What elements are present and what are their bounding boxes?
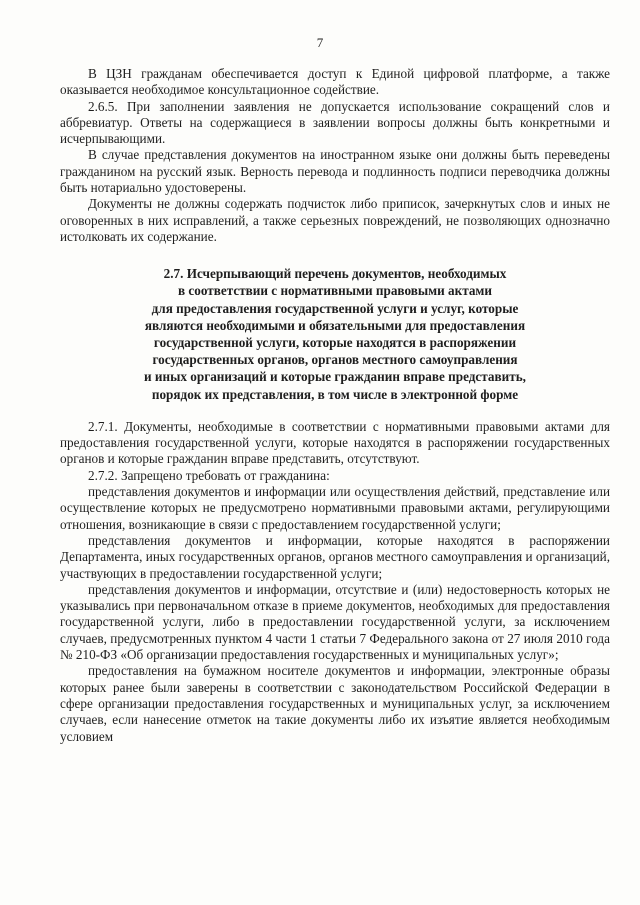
paragraph-2-6-5: 2.6.5. При заполнении заявления не допускается использование сокращений слов и аббревиатур. Ответы на содержащиеся в заявлении вопросы должны быть конкретными и исчерпывающими. bbox=[60, 98, 610, 147]
heading-line: порядок их представления, в том числе в электронной форме bbox=[151, 386, 519, 402]
heading-line: и иных организаций и которые гражданин вправе представить, bbox=[144, 369, 526, 385]
list-item-prohibition: представления документов и информации, отсутствие и (или) недостоверность которых не указывались при первоначальном отказе в приеме документов, необходимых для предоставления государственной услуги, либо в предоставлении государственной услуги, за исключением случаев, предусмотренных пунктом 4 части 1 статьи 7 Федерального закона от 27 июля 2010 года № 210-ФЗ «Об организации предоставления государственных и муниципальных услуг»; bbox=[60, 581, 610, 663]
paragraph-2-7-2: 2.7.2. Запрещено требовать от гражданина: bbox=[88, 467, 330, 483]
heading-line: 2.7. Исчерпывающий перечень документов, необходимых bbox=[163, 266, 507, 282]
document-body bbox=[60, 66, 610, 745]
paragraph-foreign-language: В случае представления документов на иностранном языке они должны быть переведены гражданином на русский язык. Верность перевода и подлинность подписи переводчика должны быть нотариально удостоверены. bbox=[60, 147, 610, 196]
heading-line: государственной услуги, которые находятся в распоряжении bbox=[153, 335, 517, 351]
heading-line: являются необходимыми и обязательными для предоставления bbox=[144, 317, 526, 333]
heading-line: для предоставления государственной услуги и услуг, которые bbox=[151, 300, 519, 316]
heading-line: в соответствии с нормативными правовыми актами bbox=[177, 283, 493, 299]
paragraph-cdc-access: В ЦЗН гражданам обеспечивается доступ к Единой цифровой платформе, а также оказывается необходимое консультационное содействие. bbox=[60, 66, 610, 98]
paragraph-2-7-1: 2.7.1. Документы, необходимые в соответствии с нормативными правовыми актами для предоставления государственной услуги, которые находятся в распоряжении государственных органов и которые гражданин вправе представить, отсутствуют. bbox=[60, 418, 610, 467]
list-item-prohibition: предоставления на бумажном носителе документов и информации, электронные образы которых ранее были заверены в соответствии с законодательством Российской Федерации в сфере организации предоставления государственных и муниципальных услуг, за исключением случаев, если нанесение отметок на такие документы либо их изъятие является необходимым условием bbox=[60, 663, 610, 744]
heading-line: государственных органов, органов местного самоуправления bbox=[152, 352, 518, 368]
page-number: 7 bbox=[316, 35, 324, 50]
list-item-prohibition: представления документов и информации или осуществления действий, представление или осуществление которых не предусмотрено нормативными правовыми актами, регулирующими отношения, возникающие в связи с предоставлением государственной услуги; bbox=[60, 484, 610, 532]
list-item-prohibition: представления документов и информации, которые находятся в распоряжении Департамента, иных государственных органов, органов местного самоуправления и организаций, участвующих в предоставлении государственной услуги; bbox=[60, 532, 610, 581]
section-heading-2-7 bbox=[60, 265, 610, 403]
paragraph-document-integrity: Документы не должны содержать подчисток либо приписок, зачеркнутых слов и иных не оговоренных в них исправлений, а также серьезных повреждений, не позволяющих однозначно истолковать их содержание. bbox=[60, 196, 610, 244]
